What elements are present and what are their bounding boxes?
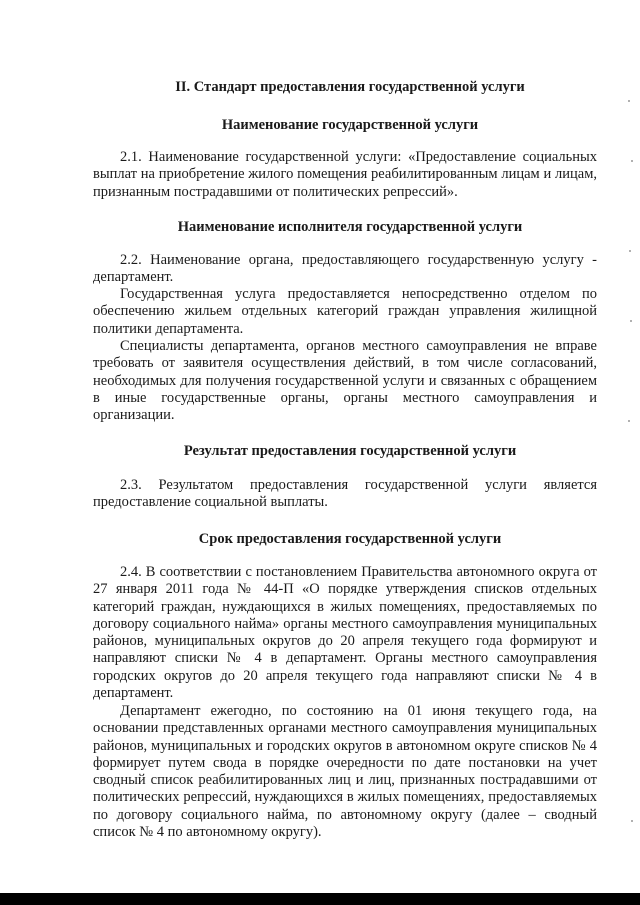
- subheading-service-name: Наименование государственной услуги: [221, 117, 479, 133]
- paragraph-2-4: 2.4. В соответствии с постановлением Правительства автономного округа от 27 января 2011 года № 44-П «О порядке утверждения списков отдельных категорий граждан, нуждающихся в жилых помещениях, предоставляемых по договору социального найма» органы местного самоуправления муниципальных районов, муниципальных округов до 20 апреля текущего года формируют и направляют списки № 4 в департамент. Органы местного самоуправления городских округов до 20 апреля текущего года направляют списки № 4 в департамент.: [93, 564, 597, 702]
- subheading-service-term: Срок предоставления государственной услуги: [198, 531, 502, 547]
- scan-speck: [631, 160, 633, 162]
- scan-speck: [629, 250, 631, 252]
- section-title: II. Стандарт предоставления государственной услуги: [175, 79, 525, 95]
- subheading-executor-name: Наименование исполнителя государственной услуги: [177, 219, 523, 235]
- paragraph-2-1: 2.1. Наименование государственной услуги: «Предоставление социальных выплат на приобретение жилого помещения реабилитированным лицам и лицам, признанным пострадавшими от политических репрессий».: [93, 149, 597, 200]
- scan-speck: [628, 420, 630, 422]
- paragraph-2-3: 2.3. Результатом предоставления государственной услуги является предоставление социальной выплаты.: [93, 477, 597, 511]
- scan-bottom-edge: [0, 893, 640, 905]
- scan-speck: [628, 100, 630, 102]
- paragraph-2-2-c: Специалисты департамента, органов местного самоуправления не вправе требовать от заявителя осуществления действий, в том числе согласований, необходимых для получения государственной услуги и связанных с обращением в иные государственные органы, органы местного самоуправления и организации.: [93, 338, 597, 424]
- subheading-service-result: Результат предоставления государственной услуги: [183, 443, 517, 459]
- paragraph-2-2-b: Государственная услуга предоставляется непосредственно отделом по обеспечению жильем отдельных категорий граждан управления жилищной политики департамента.: [93, 286, 597, 337]
- paragraph-2-2: 2.2. Наименование органа, предоставляющего государственную услугу - департамент.: [93, 252, 597, 286]
- scan-speck: [631, 820, 633, 822]
- paragraph-2-4-b: Департамент ежегодно, по состоянию на 01 июня текущего года, на основании представленных органами местного самоуправления муниципальных районов, муниципальных и городских округов в автономном округе списков № 4 формирует путем свода в порядке очередности по дате постановки на учет сводный список реабилитированных лиц и лиц, признанных пострадавшими от политических репрессий, нуждающихся в жилых помещениях, предоставляемых по договору социального найма, по автономному округу (далее – сводный список № 4 по автономному округу).: [93, 703, 597, 841]
- scan-speck: [630, 320, 632, 322]
